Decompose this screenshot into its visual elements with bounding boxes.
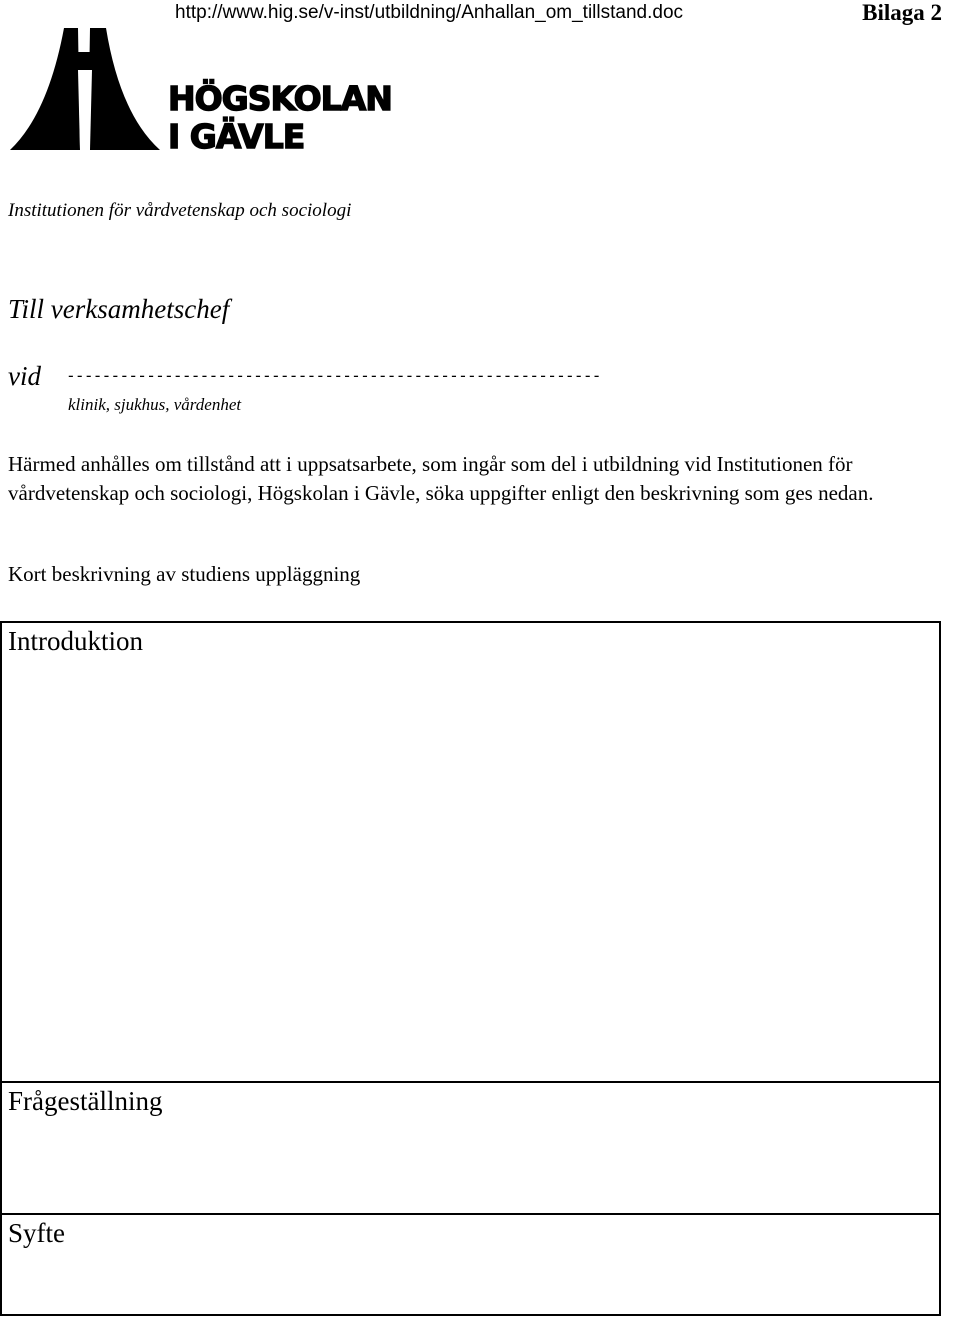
section-label-syfte: Syfte [8,1218,65,1248]
logo-emblem-icon [8,24,398,154]
logo-wordmark-line1: HÖGSKOLAN [168,79,392,118]
section-syfte[interactable] [2,1215,939,1314]
section-fragestallning[interactable] [2,1083,939,1215]
clinic-fill-in-line[interactable]: ------------------------------------------------------------ [68,366,603,385]
hogskolan-logo [8,24,398,154]
document-url: http://www.hig.se/v-inst/utbildning/Anhallan_om_tillstand.doc [175,2,684,23]
request-paragraph: Härmed anhålles om tillstånd att i uppsatsarbete, som ingår som del i utbildning vid Institutionen för vårdvetenskap och sociologi, Högskolan i Gävle, söka uppgifter enligt den beskrivning som ges nedan. [8,452,874,505]
recipient-title: Till verksamhetschef [8,294,230,324]
logo-wordmark-line2: I GÄVLE [168,117,305,154]
study-description-form [0,621,941,1316]
form-heading: Kort beskrivning av studiens uppläggning [8,562,361,586]
clinic-caption: klinik, sjukhus, vårdenhet [68,395,242,414]
section-label-fragestallning: Frågeställning [8,1086,163,1116]
institution-name: Institutionen för vårdvetenskap och sociologi [8,200,352,221]
section-introduktion[interactable] [2,623,939,1083]
vid-label: vid [8,361,41,391]
section-label-introduktion: Introduktion [8,626,143,656]
attachment-label: Bilaga 2 [862,0,942,25]
